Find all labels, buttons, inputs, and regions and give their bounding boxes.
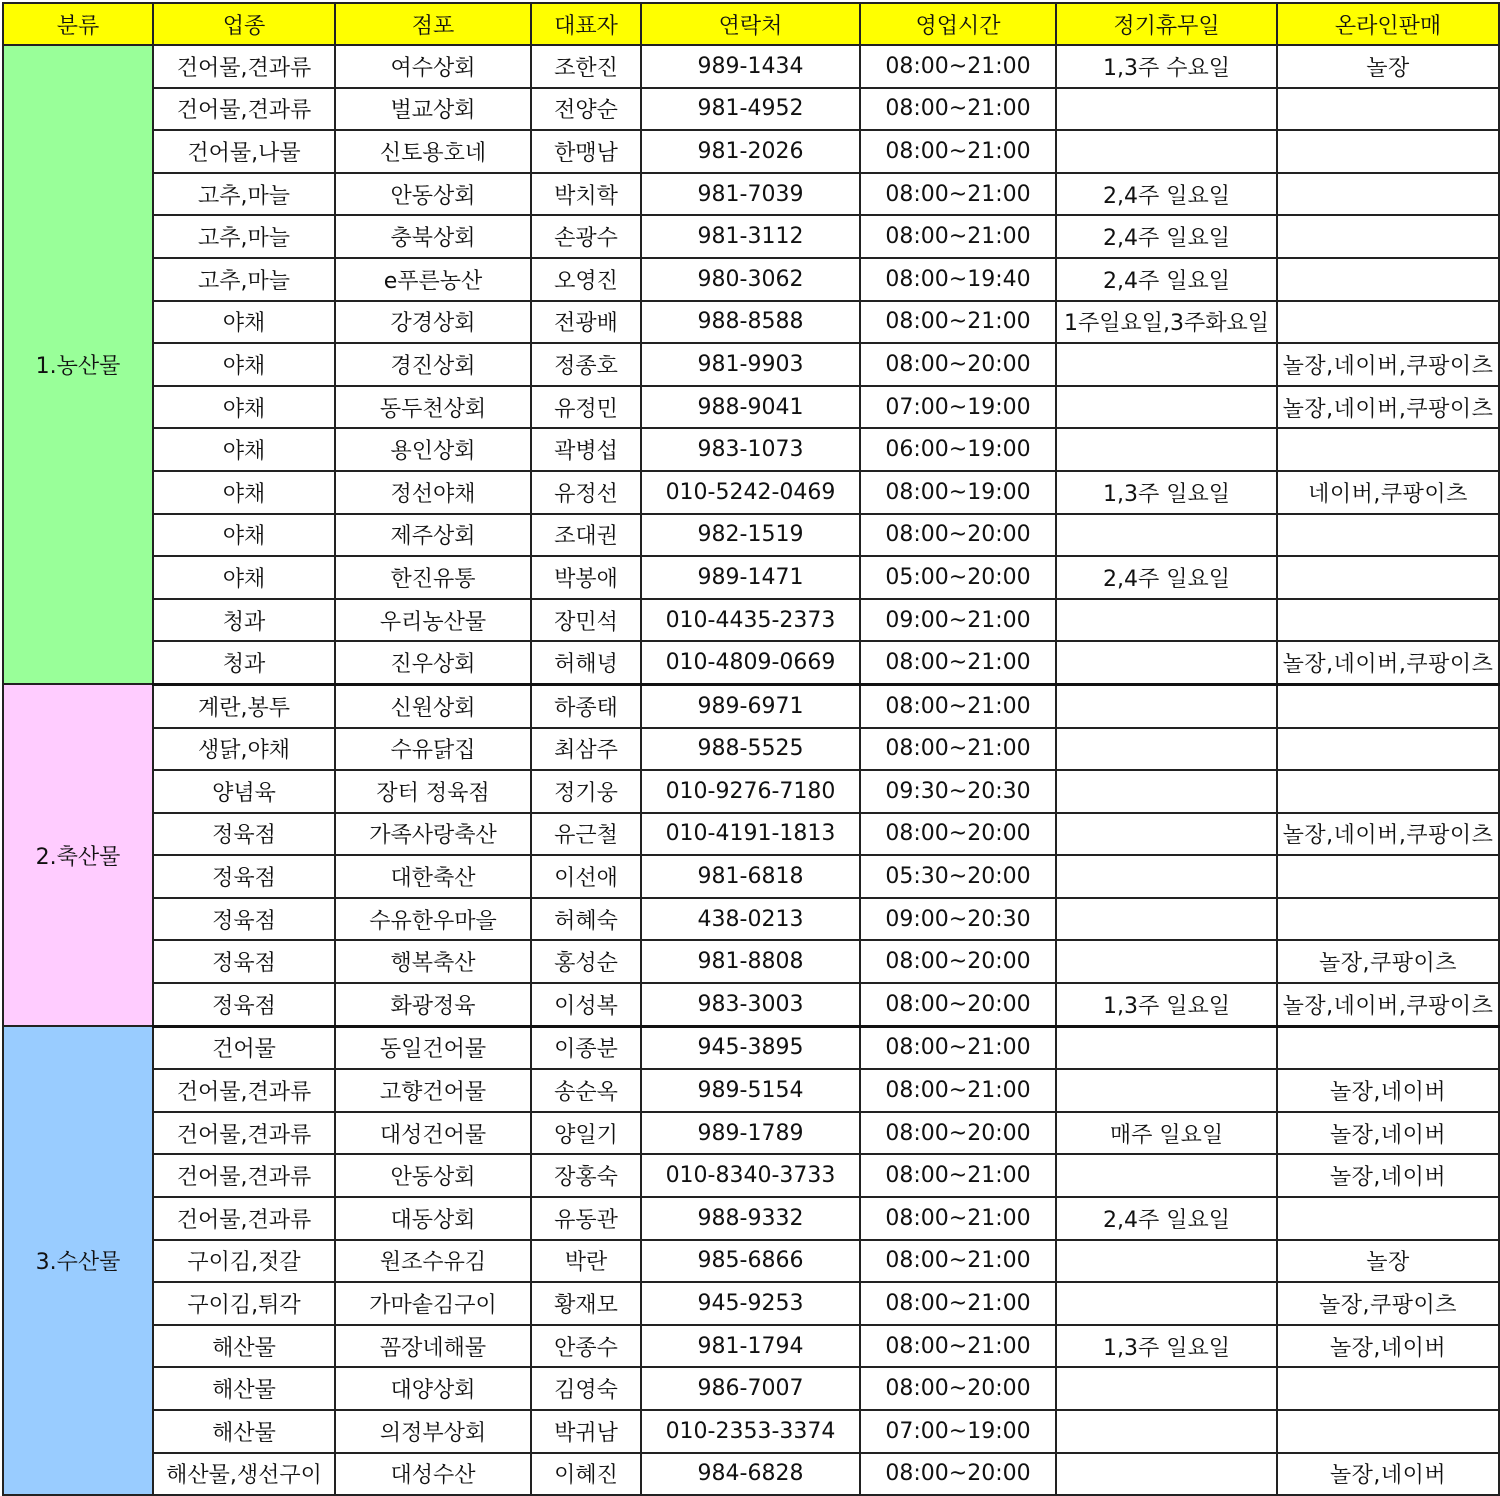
- regular-holiday-cell: 1주일요일,3주화요일: [1056, 301, 1277, 344]
- contact-cell: 010-4809-0669: [641, 641, 860, 684]
- regular-holiday-cell: 1,3주 일요일: [1056, 1325, 1277, 1368]
- contact-cell: 980-3062: [641, 258, 860, 301]
- contact-cell: 988-9332: [641, 1197, 860, 1240]
- store-name-cell: 꼼장네해물: [335, 1325, 531, 1368]
- business-type-cell: 야채: [153, 343, 335, 386]
- regular-holiday-cell: 2,4주 일요일: [1056, 173, 1277, 216]
- owner-cell: 양일기: [531, 1112, 641, 1155]
- business-hours-cell: 08:00~20:00: [860, 343, 1056, 386]
- business-type-cell: 청과: [153, 641, 335, 684]
- store-name-cell: 벌교상회: [335, 88, 531, 131]
- owner-cell: 유근철: [531, 813, 641, 856]
- business-hours-cell: 08:00~21:00: [860, 1325, 1056, 1368]
- contact-cell: 010-2353-3374: [641, 1410, 860, 1453]
- owner-cell: 곽병섭: [531, 428, 641, 471]
- contact-cell: 981-2026: [641, 130, 860, 173]
- business-hours-cell: 08:00~21:00: [860, 1197, 1056, 1240]
- store-name-cell: 대성건어물: [335, 1112, 531, 1155]
- online-sales-cell: [1277, 428, 1499, 471]
- contact-cell: 989-1434: [641, 45, 860, 88]
- table-row: [3, 130, 1499, 173]
- contact-cell: 983-3003: [641, 983, 860, 1026]
- regular-holiday-cell: [1056, 1026, 1277, 1069]
- business-hours-cell: 07:00~19:00: [860, 1410, 1056, 1453]
- business-type-cell: 건어물,견과류: [153, 1154, 335, 1197]
- business-type-cell: 야채: [153, 301, 335, 344]
- regular-holiday-cell: [1056, 1453, 1277, 1496]
- table-row: [3, 1325, 1499, 1368]
- store-name-cell: 대성수산: [335, 1453, 531, 1496]
- table-row: [3, 1197, 1499, 1240]
- owner-cell: 유정선: [531, 471, 641, 514]
- owner-cell: 오영진: [531, 258, 641, 301]
- store-name-cell: 제주상회: [335, 514, 531, 557]
- business-hours-cell: 08:00~21:00: [860, 1026, 1056, 1069]
- contact-cell: 988-5525: [641, 728, 860, 771]
- business-hours-cell: 08:00~20:00: [860, 1453, 1056, 1496]
- table-row: [3, 173, 1499, 216]
- regular-holiday-cell: [1056, 1069, 1277, 1112]
- online-sales-cell: [1277, 1026, 1499, 1069]
- contact-cell: 945-9253: [641, 1282, 860, 1325]
- online-sales-cell: 네이버,쿠팡이츠: [1277, 471, 1499, 514]
- business-hours-cell: 08:00~19:00: [860, 471, 1056, 514]
- owner-cell: 박란: [531, 1240, 641, 1283]
- contact-cell: 010-8340-3733: [641, 1154, 860, 1197]
- owner-cell: 박치학: [531, 173, 641, 216]
- contact-cell: 981-7039: [641, 173, 860, 216]
- online-sales-cell: 놀장,네이버: [1277, 1453, 1499, 1496]
- store-name-cell: 대동상회: [335, 1197, 531, 1240]
- business-type-cell: 건어물: [153, 1026, 335, 1069]
- business-hours-cell: 08:00~21:00: [860, 684, 1056, 727]
- owner-cell: 장민석: [531, 599, 641, 642]
- business-type-cell: 구이김,젓갈: [153, 1240, 335, 1283]
- store-name-cell: 용인상회: [335, 428, 531, 471]
- contact-cell: 981-4952: [641, 88, 860, 131]
- store-name-cell: 안동상회: [335, 173, 531, 216]
- regular-holiday-cell: [1056, 386, 1277, 429]
- table-row: [3, 1410, 1499, 1453]
- contact-cell: 988-8588: [641, 301, 860, 344]
- business-hours-cell: 08:00~20:00: [860, 1112, 1056, 1155]
- store-name-cell: 가족사랑축산: [335, 813, 531, 856]
- business-hours-cell: 07:00~19:00: [860, 386, 1056, 429]
- table-row: [3, 1367, 1499, 1410]
- table-row: [3, 215, 1499, 258]
- owner-cell: 정기웅: [531, 770, 641, 813]
- regular-holiday-cell: [1056, 940, 1277, 983]
- business-type-cell: 건어물,나물: [153, 130, 335, 173]
- online-sales-cell: 놀장,네이버: [1277, 1069, 1499, 1112]
- business-hours-cell: 05:30~20:00: [860, 855, 1056, 898]
- online-sales-cell: 놀장: [1277, 1240, 1499, 1283]
- business-type-cell: 야채: [153, 386, 335, 429]
- business-type-cell: 건어물,견과류: [153, 45, 335, 88]
- owner-cell: 전광배: [531, 301, 641, 344]
- online-sales-cell: [1277, 728, 1499, 771]
- online-sales-cell: 놀장: [1277, 45, 1499, 88]
- online-sales-cell: 놀장,네이버: [1277, 1154, 1499, 1197]
- business-hours-cell: 08:00~21:00: [860, 1240, 1056, 1283]
- category-cell: 3.수산물: [3, 1026, 153, 1495]
- business-hours-cell: 08:00~20:00: [860, 940, 1056, 983]
- store-name-cell: 행복축산: [335, 940, 531, 983]
- business-type-cell: 정육점: [153, 940, 335, 983]
- online-sales-cell: [1277, 599, 1499, 642]
- business-hours-cell: 08:00~20:00: [860, 813, 1056, 856]
- table-row: [3, 983, 1499, 1026]
- online-sales-cell: [1277, 130, 1499, 173]
- business-type-cell: 정육점: [153, 983, 335, 1026]
- business-hours-cell: 08:00~21:00: [860, 130, 1056, 173]
- regular-holiday-cell: 매주 일요일: [1056, 1112, 1277, 1155]
- store-name-cell: 수유한우마을: [335, 898, 531, 941]
- regular-holiday-cell: [1056, 641, 1277, 684]
- owner-cell: 최삼주: [531, 728, 641, 771]
- contact-cell: 985-6866: [641, 1240, 860, 1283]
- table-row: [3, 898, 1499, 941]
- owner-cell: 하종태: [531, 684, 641, 727]
- owner-cell: 김영숙: [531, 1367, 641, 1410]
- regular-holiday-cell: [1056, 514, 1277, 557]
- market-store-table: [2, 2, 1500, 1496]
- owner-cell: 조한진: [531, 45, 641, 88]
- owner-cell: 장홍숙: [531, 1154, 641, 1197]
- regular-holiday-cell: [1056, 770, 1277, 813]
- owner-cell: 이혜진: [531, 1453, 641, 1496]
- regular-holiday-cell: [1056, 728, 1277, 771]
- business-hours-cell: 08:00~21:00: [860, 1154, 1056, 1197]
- business-type-cell: 고추,마늘: [153, 215, 335, 258]
- header-store: 점포: [335, 3, 531, 45]
- regular-holiday-cell: [1056, 813, 1277, 856]
- business-hours-cell: 05:00~20:00: [860, 556, 1056, 599]
- owner-cell: 조대권: [531, 514, 641, 557]
- business-type-cell: 건어물,견과류: [153, 1069, 335, 1112]
- online-sales-cell: [1277, 855, 1499, 898]
- online-sales-cell: 놀장,쿠팡이츠: [1277, 1282, 1499, 1325]
- table-row: [3, 599, 1499, 642]
- table-row: [3, 855, 1499, 898]
- store-name-cell: 신원상회: [335, 684, 531, 727]
- store-name-cell: 대한축산: [335, 855, 531, 898]
- online-sales-cell: [1277, 173, 1499, 216]
- business-type-cell: 해산물: [153, 1367, 335, 1410]
- category-cell: 2.축산물: [3, 684, 153, 1026]
- online-sales-cell: [1277, 1410, 1499, 1453]
- regular-holiday-cell: [1056, 855, 1277, 898]
- table-row: [3, 1026, 1499, 1069]
- table-row: [3, 88, 1499, 131]
- business-type-cell: 계란,봉투: [153, 684, 335, 727]
- table-row: [3, 1154, 1499, 1197]
- online-sales-cell: 놀장,네이버,쿠팡이츠: [1277, 813, 1499, 856]
- table-row: [3, 813, 1499, 856]
- online-sales-cell: [1277, 301, 1499, 344]
- store-name-cell: 정선야채: [335, 471, 531, 514]
- business-hours-cell: 08:00~21:00: [860, 45, 1056, 88]
- business-hours-cell: 08:00~21:00: [860, 641, 1056, 684]
- regular-holiday-cell: [1056, 1154, 1277, 1197]
- regular-holiday-cell: [1056, 1282, 1277, 1325]
- online-sales-cell: 놀장,쿠팡이츠: [1277, 940, 1499, 983]
- owner-cell: 이종분: [531, 1026, 641, 1069]
- regular-holiday-cell: 2,4주 일요일: [1056, 1197, 1277, 1240]
- business-type-cell: 고추,마늘: [153, 173, 335, 216]
- online-sales-cell: 놀장,네이버: [1277, 1325, 1499, 1368]
- header-owner: 대표자: [531, 3, 641, 45]
- business-hours-cell: 08:00~21:00: [860, 1282, 1056, 1325]
- online-sales-cell: 놀장,네이버,쿠팡이츠: [1277, 641, 1499, 684]
- header-online-sales: 온라인판매: [1277, 3, 1499, 45]
- table-row: [3, 258, 1499, 301]
- business-hours-cell: 06:00~19:00: [860, 428, 1056, 471]
- regular-holiday-cell: [1056, 684, 1277, 727]
- online-sales-cell: [1277, 556, 1499, 599]
- table-row: [3, 471, 1499, 514]
- table-row: [3, 770, 1499, 813]
- regular-holiday-cell: [1056, 88, 1277, 131]
- store-name-cell: 충북상회: [335, 215, 531, 258]
- table-row: [3, 428, 1499, 471]
- business-type-cell: 생닭,야채: [153, 728, 335, 771]
- business-hours-cell: 08:00~21:00: [860, 301, 1056, 344]
- business-type-cell: 야채: [153, 428, 335, 471]
- online-sales-cell: 놀장,네이버: [1277, 1112, 1499, 1155]
- header-contact: 연락처: [641, 3, 860, 45]
- business-type-cell: 해산물: [153, 1325, 335, 1368]
- business-hours-cell: 09:30~20:30: [860, 770, 1056, 813]
- regular-holiday-cell: [1056, 130, 1277, 173]
- table-row: [3, 556, 1499, 599]
- table-row: [3, 728, 1499, 771]
- contact-cell: 981-1794: [641, 1325, 860, 1368]
- owner-cell: 송순옥: [531, 1069, 641, 1112]
- regular-holiday-cell: 2,4주 일요일: [1056, 556, 1277, 599]
- business-hours-cell: 08:00~19:40: [860, 258, 1056, 301]
- business-type-cell: 야채: [153, 514, 335, 557]
- store-name-cell: 고향건어물: [335, 1069, 531, 1112]
- contact-cell: 988-9041: [641, 386, 860, 429]
- header-row: [3, 3, 1499, 45]
- online-sales-cell: [1277, 215, 1499, 258]
- business-type-cell: 정육점: [153, 813, 335, 856]
- contact-cell: 981-9903: [641, 343, 860, 386]
- store-name-cell: 화광정육: [335, 983, 531, 1026]
- business-type-cell: 양념육: [153, 770, 335, 813]
- regular-holiday-cell: [1056, 428, 1277, 471]
- regular-holiday-cell: 2,4주 일요일: [1056, 258, 1277, 301]
- table-row: [3, 1112, 1499, 1155]
- table-body: [3, 45, 1499, 1495]
- business-hours-cell: 08:00~21:00: [860, 215, 1056, 258]
- contact-cell: 981-8808: [641, 940, 860, 983]
- header-category: 분류: [3, 3, 153, 45]
- regular-holiday-cell: 1,3주 일요일: [1056, 471, 1277, 514]
- contact-cell: 984-6828: [641, 1453, 860, 1496]
- regular-holiday-cell: [1056, 898, 1277, 941]
- store-name-cell: 동일건어물: [335, 1026, 531, 1069]
- regular-holiday-cell: [1056, 599, 1277, 642]
- business-hours-cell: 08:00~21:00: [860, 1069, 1056, 1112]
- table-row: [3, 940, 1499, 983]
- contact-cell: 010-9276-7180: [641, 770, 860, 813]
- store-name-cell: 여수상회: [335, 45, 531, 88]
- header-business-hours: 영업시간: [860, 3, 1056, 45]
- online-sales-cell: [1277, 770, 1499, 813]
- store-name-cell: 한진유통: [335, 556, 531, 599]
- owner-cell: 허해녕: [531, 641, 641, 684]
- regular-holiday-cell: [1056, 1367, 1277, 1410]
- table-row: [3, 1069, 1499, 1112]
- owner-cell: 이선애: [531, 855, 641, 898]
- owner-cell: 정종호: [531, 343, 641, 386]
- contact-cell: 983-1073: [641, 428, 860, 471]
- business-hours-cell: 08:00~21:00: [860, 728, 1056, 771]
- table-row: [3, 514, 1499, 557]
- store-name-cell: 안동상회: [335, 1154, 531, 1197]
- table-row: [3, 684, 1499, 727]
- header-business-type: 업종: [153, 3, 335, 45]
- business-hours-cell: 08:00~21:00: [860, 88, 1056, 131]
- table-row: [3, 45, 1499, 88]
- store-name-cell: 의정부상회: [335, 1410, 531, 1453]
- contact-cell: 010-4435-2373: [641, 599, 860, 642]
- table-row: [3, 641, 1499, 684]
- owner-cell: 이성복: [531, 983, 641, 1026]
- online-sales-cell: 놀장,네이버,쿠팡이츠: [1277, 983, 1499, 1026]
- business-hours-cell: 08:00~20:00: [860, 983, 1056, 1026]
- business-type-cell: 청과: [153, 599, 335, 642]
- contact-cell: 010-5242-0469: [641, 471, 860, 514]
- table-row: [3, 1282, 1499, 1325]
- business-hours-cell: 08:00~20:00: [860, 1367, 1056, 1410]
- contact-cell: 981-3112: [641, 215, 860, 258]
- contact-cell: 981-6818: [641, 855, 860, 898]
- business-type-cell: 정육점: [153, 855, 335, 898]
- online-sales-cell: [1277, 88, 1499, 131]
- online-sales-cell: [1277, 898, 1499, 941]
- table-row: [3, 1453, 1499, 1496]
- business-type-cell: 야채: [153, 556, 335, 599]
- owner-cell: 안종수: [531, 1325, 641, 1368]
- table-row: [3, 301, 1499, 344]
- owner-cell: 박봉애: [531, 556, 641, 599]
- owner-cell: 유정민: [531, 386, 641, 429]
- store-name-cell: e푸른농산: [335, 258, 531, 301]
- owner-cell: 허혜숙: [531, 898, 641, 941]
- contact-cell: 989-1789: [641, 1112, 860, 1155]
- contact-cell: 438-0213: [641, 898, 860, 941]
- contact-cell: 010-4191-1813: [641, 813, 860, 856]
- business-hours-cell: 08:00~20:00: [860, 514, 1056, 557]
- regular-holiday-cell: 1,3주 일요일: [1056, 983, 1277, 1026]
- owner-cell: 손광수: [531, 215, 641, 258]
- regular-holiday-cell: [1056, 1240, 1277, 1283]
- store-name-cell: 가마솥김구이: [335, 1282, 531, 1325]
- business-type-cell: 구이김,튀각: [153, 1282, 335, 1325]
- store-name-cell: 진우상회: [335, 641, 531, 684]
- online-sales-cell: [1277, 1197, 1499, 1240]
- contact-cell: 986-7007: [641, 1367, 860, 1410]
- store-name-cell: 수유닭집: [335, 728, 531, 771]
- regular-holiday-cell: [1056, 1410, 1277, 1453]
- contact-cell: 945-3895: [641, 1026, 860, 1069]
- business-hours-cell: 08:00~21:00: [860, 173, 1056, 216]
- store-name-cell: 원조수유김: [335, 1240, 531, 1283]
- business-type-cell: 건어물,견과류: [153, 1112, 335, 1155]
- online-sales-cell: [1277, 1367, 1499, 1410]
- contact-cell: 989-1471: [641, 556, 860, 599]
- store-name-cell: 우리농산물: [335, 599, 531, 642]
- business-hours-cell: 09:00~20:30: [860, 898, 1056, 941]
- business-type-cell: 해산물,생선구이: [153, 1453, 335, 1496]
- business-type-cell: 정육점: [153, 898, 335, 941]
- table-row: [3, 343, 1499, 386]
- business-hours-cell: 09:00~21:00: [860, 599, 1056, 642]
- table-row: [3, 386, 1499, 429]
- regular-holiday-cell: 2,4주 일요일: [1056, 215, 1277, 258]
- contact-cell: 982-1519: [641, 514, 860, 557]
- header-regular-holiday: 정기휴무일: [1056, 3, 1277, 45]
- owner-cell: 박귀남: [531, 1410, 641, 1453]
- business-type-cell: 건어물,견과류: [153, 1197, 335, 1240]
- store-name-cell: 강경상회: [335, 301, 531, 344]
- business-type-cell: 고추,마늘: [153, 258, 335, 301]
- contact-cell: 989-5154: [641, 1069, 860, 1112]
- business-type-cell: 야채: [153, 471, 335, 514]
- owner-cell: 유동관: [531, 1197, 641, 1240]
- business-type-cell: 건어물,견과류: [153, 88, 335, 131]
- store-name-cell: 신토용호네: [335, 130, 531, 173]
- contact-cell: 989-6971: [641, 684, 860, 727]
- online-sales-cell: 놀장,네이버,쿠팡이츠: [1277, 386, 1499, 429]
- owner-cell: 홍성순: [531, 940, 641, 983]
- store-name-cell: 장터 정육점: [335, 770, 531, 813]
- owner-cell: 한맹남: [531, 130, 641, 173]
- regular-holiday-cell: 1,3주 수요일: [1056, 45, 1277, 88]
- owner-cell: 황재모: [531, 1282, 641, 1325]
- store-name-cell: 경진상회: [335, 343, 531, 386]
- owner-cell: 전양순: [531, 88, 641, 131]
- online-sales-cell: [1277, 514, 1499, 557]
- store-name-cell: 동두천상회: [335, 386, 531, 429]
- store-name-cell: 대양상회: [335, 1367, 531, 1410]
- online-sales-cell: [1277, 258, 1499, 301]
- category-cell: 1.농산물: [3, 45, 153, 684]
- online-sales-cell: 놀장,네이버,쿠팡이츠: [1277, 343, 1499, 386]
- online-sales-cell: [1277, 684, 1499, 727]
- table-row: [3, 1240, 1499, 1283]
- regular-holiday-cell: [1056, 343, 1277, 386]
- business-type-cell: 해산물: [153, 1410, 335, 1453]
